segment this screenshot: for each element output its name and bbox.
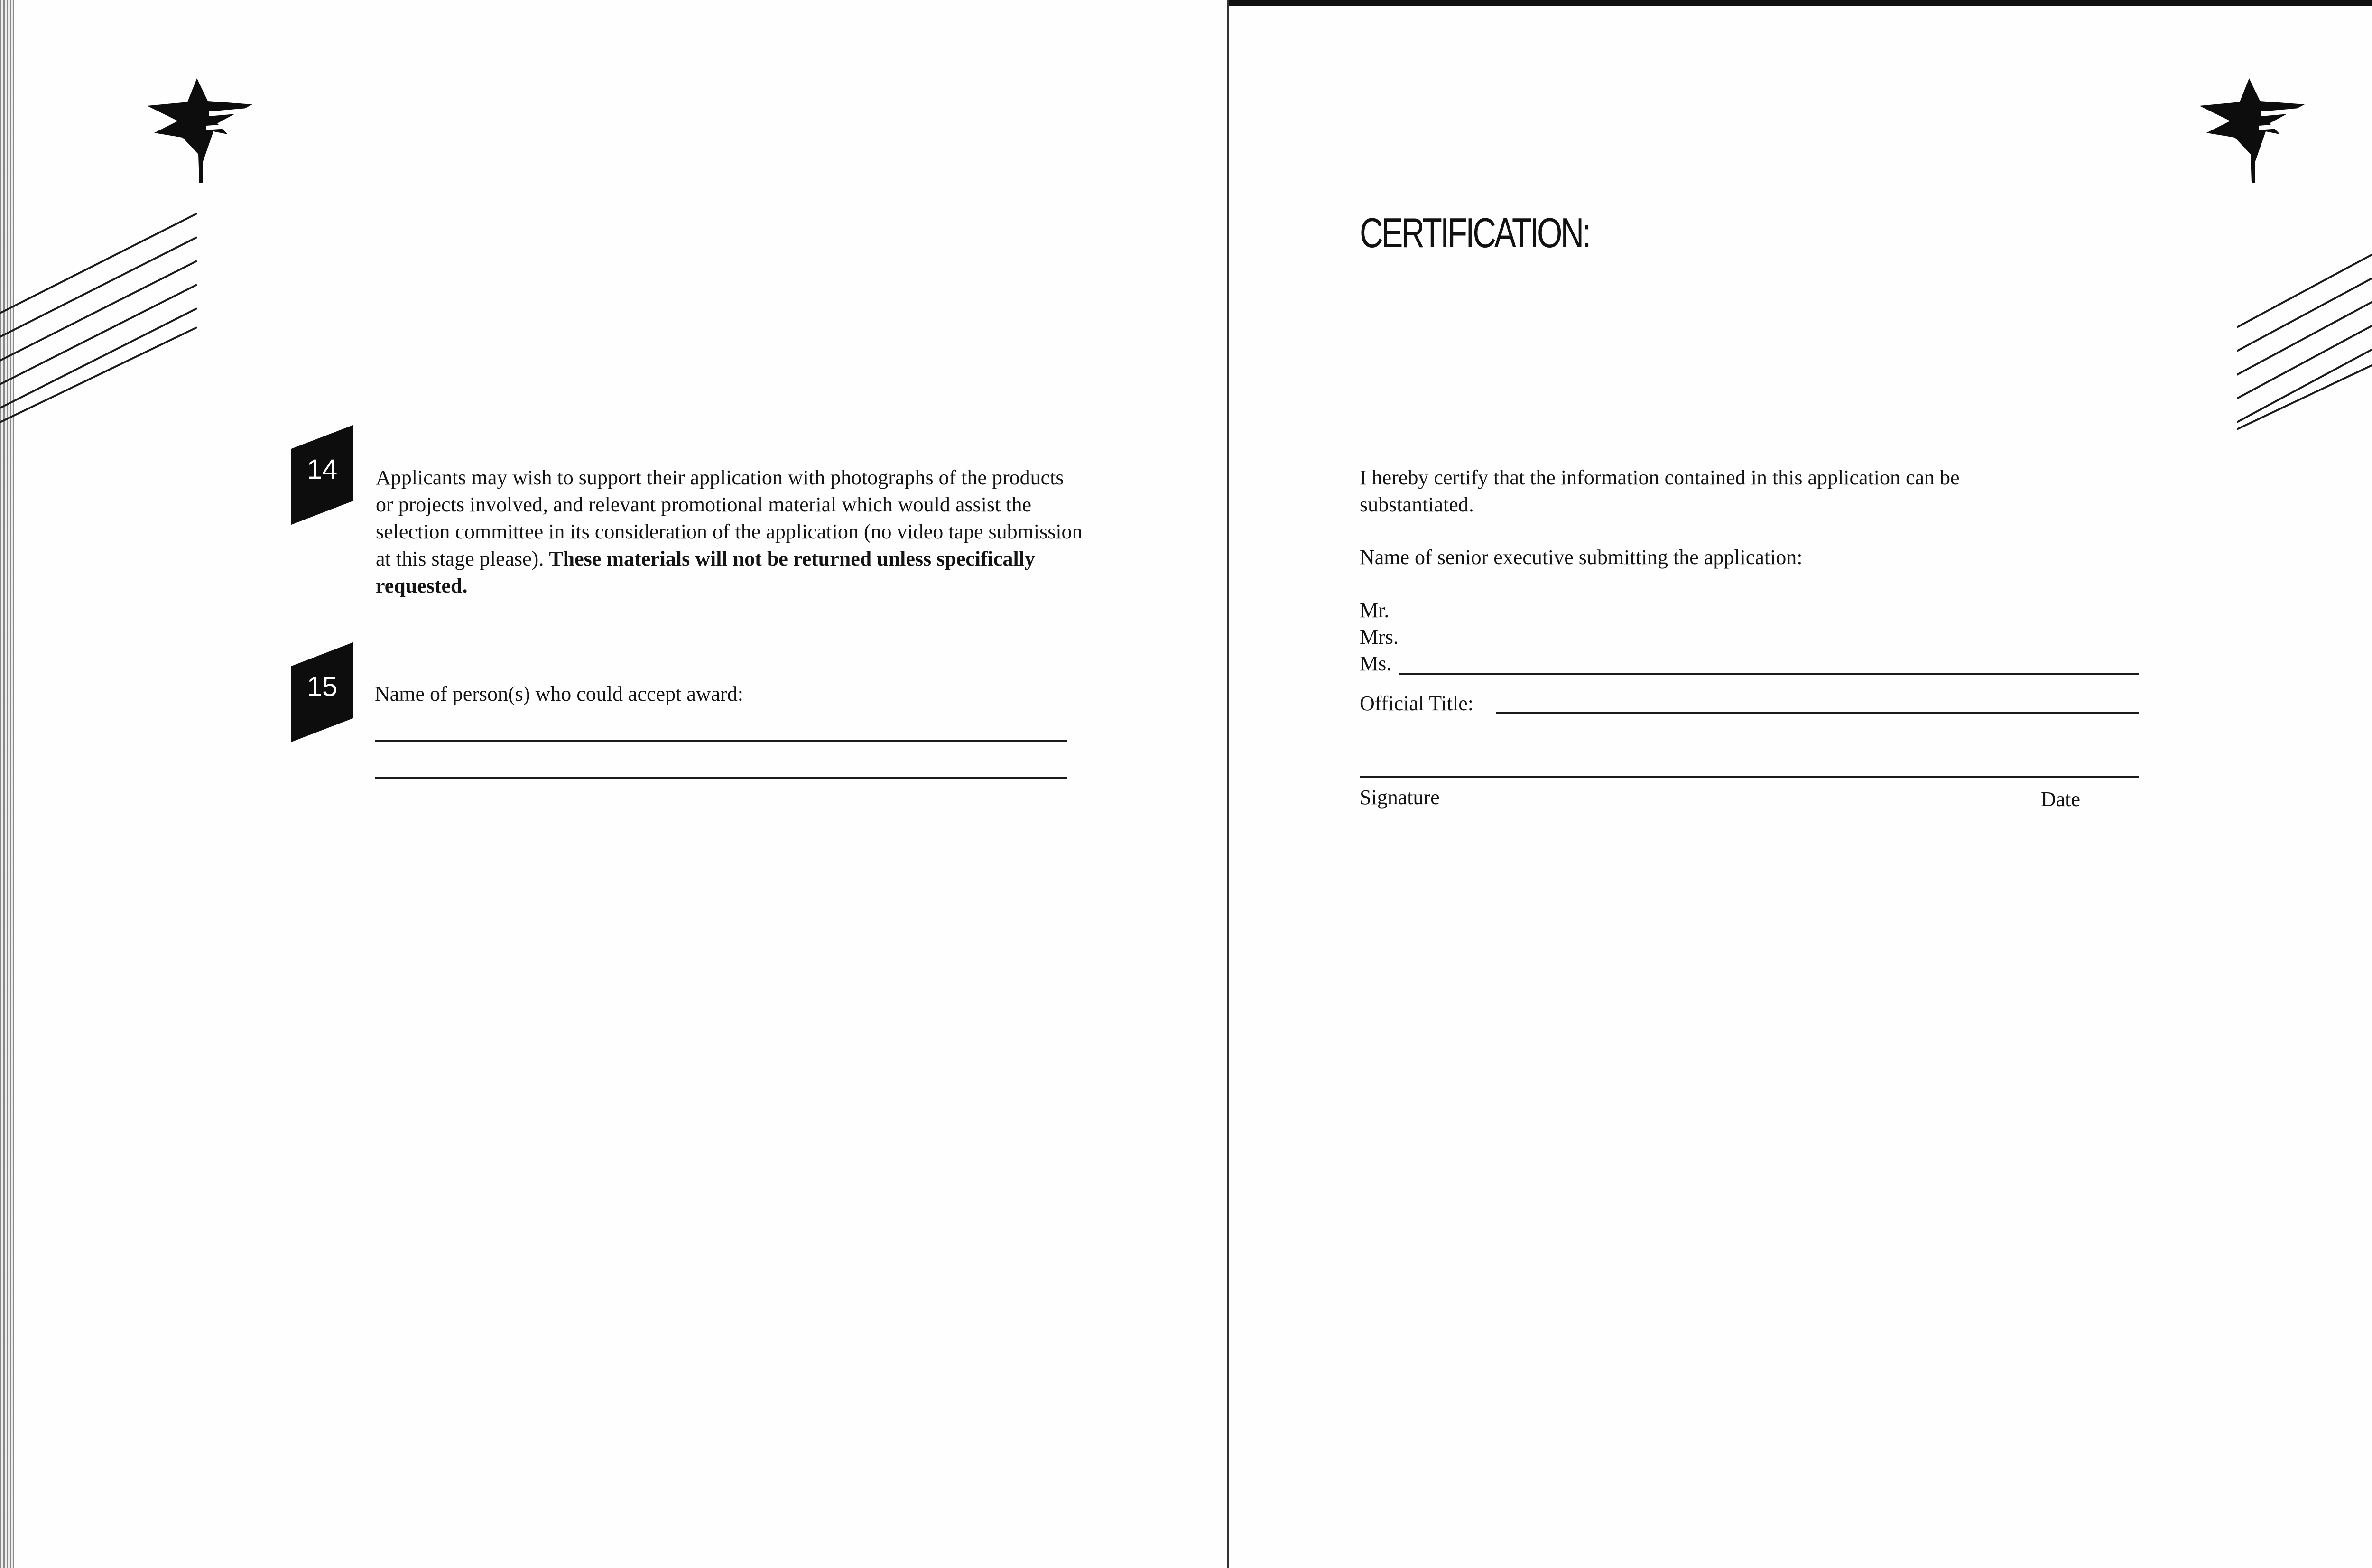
salutation-mr[interactable]: Mr. [1360, 599, 1390, 622]
diagonal-stripes [2237, 223, 2372, 432]
item-14-text-bold: These materials will not be returned unless specifically requested. [376, 547, 1035, 597]
executive-name-line[interactable] [1399, 673, 2139, 675]
item-14-text [376, 464, 1083, 599]
item-14-number: 14 [306, 454, 338, 485]
maple-leaf-logo-icon [2195, 78, 2308, 183]
signature-line[interactable] [1360, 776, 2139, 778]
right-page [1229, 0, 2372, 1568]
diagonal-stripes [0, 209, 199, 427]
official-title-line[interactable] [1496, 712, 2139, 714]
award-name-line-1[interactable] [375, 740, 1067, 742]
item-15-label: Name of person(s) who could accept award: [375, 682, 744, 705]
maple-leaf-logo-icon [142, 78, 256, 183]
certification-statement: I hereby certify that the information contained in this application can be substantiated. [1360, 466, 1960, 516]
award-name-line-2[interactable] [375, 777, 1067, 779]
signature-label: Signature [1360, 786, 1440, 809]
certification-heading: CERTIFICATION: [1360, 209, 1590, 256]
official-title-label: Official Title: [1360, 692, 1473, 715]
item-15-number: 15 [306, 671, 338, 702]
salutation-ms[interactable]: Ms. [1360, 652, 1392, 675]
date-label: Date [2041, 788, 2081, 811]
item-14-text-regular: Applicants may wish to support their application with photographs of the products or projects involved, and relevant promotional material which would assist the selection committee in its consideration of the application (no video tape submission at this stage please). [376, 466, 1083, 570]
salutation-mrs[interactable]: Mrs. [1360, 625, 1399, 649]
item-15-badge [291, 642, 353, 742]
senior-executive-prompt: Name of senior executive submitting the application: [1360, 546, 1803, 569]
item-14-badge [291, 425, 353, 525]
